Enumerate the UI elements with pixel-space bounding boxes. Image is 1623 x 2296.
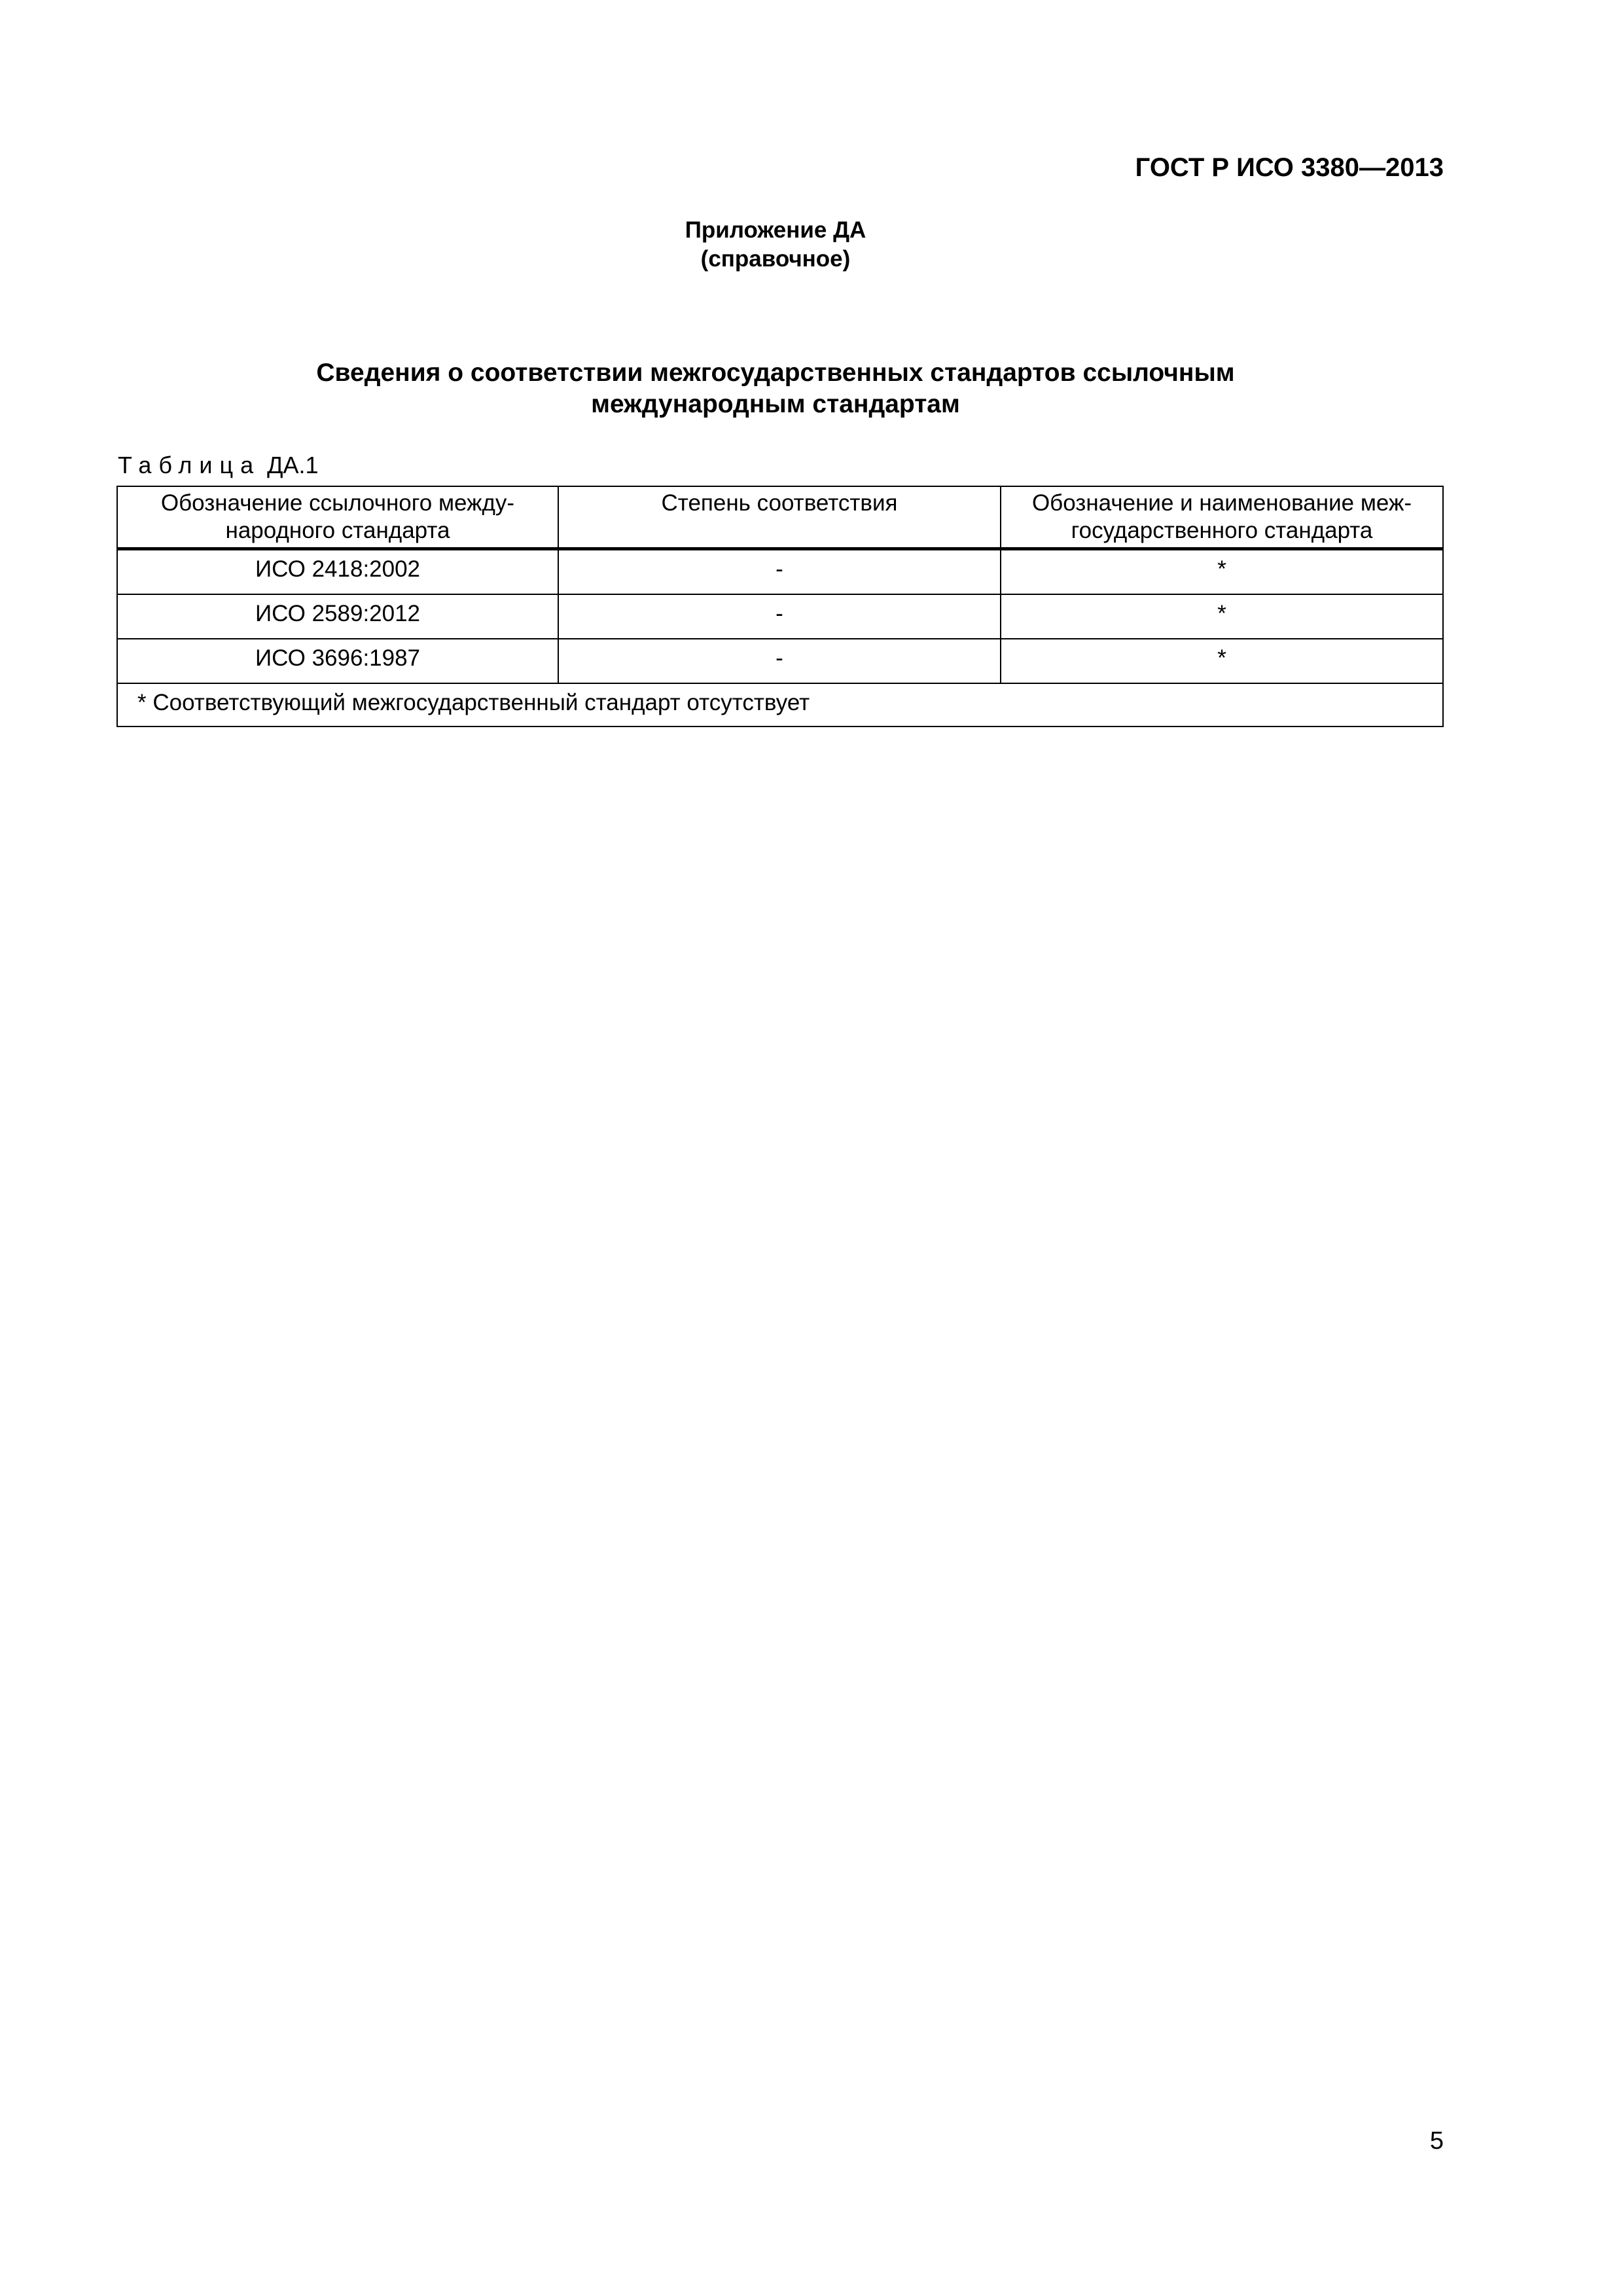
annex-title: Приложение ДА xyxy=(685,217,866,243)
section-title-line-2: международным стандартам xyxy=(591,390,960,418)
table-footnote-row xyxy=(117,683,1443,726)
cell-degree: - xyxy=(558,639,1001,683)
section-title xyxy=(0,357,1551,420)
table-row xyxy=(117,594,1443,639)
table-row xyxy=(117,639,1443,683)
section-title-line-1: Сведения о соответствии межгосударственных стандартов ссылочным xyxy=(316,359,1235,387)
cell-interstate: * xyxy=(1001,639,1443,683)
cell-reference: ИСО 2418:2002 xyxy=(117,549,558,595)
page-number: 5 xyxy=(1429,2127,1444,2155)
document-code: ГОСТ Р ИСО 3380—2013 xyxy=(1135,153,1444,182)
cell-interstate: * xyxy=(1001,549,1443,595)
annex-subtitle: (справочное) xyxy=(700,246,851,272)
table-caption xyxy=(118,452,319,479)
table-caption-number: ДА.1 xyxy=(267,452,319,478)
table-footnote: * Соответствующий межгосударственный стандарт отсутствует xyxy=(117,683,1443,726)
table-caption-label: Таблица xyxy=(118,452,261,478)
correspondence-table xyxy=(116,486,1444,727)
cell-interstate: * xyxy=(1001,594,1443,639)
cell-degree: - xyxy=(558,594,1001,639)
cell-degree: - xyxy=(558,549,1001,595)
annex-heading xyxy=(0,216,1551,274)
cell-reference: ИСО 2589:2012 xyxy=(117,594,558,639)
table-header-row xyxy=(117,486,1443,549)
cell-reference: ИСО 3696:1987 xyxy=(117,639,558,683)
header-degree-of-correspondence: Степень соответствия xyxy=(558,486,1001,549)
header-reference-standard: Обозначение ссылочного между- народного стандарта xyxy=(117,486,558,549)
header-interstate-standard: Обозначение и наименование меж- государственного стандарта xyxy=(1001,486,1443,549)
table-row xyxy=(117,549,1443,595)
